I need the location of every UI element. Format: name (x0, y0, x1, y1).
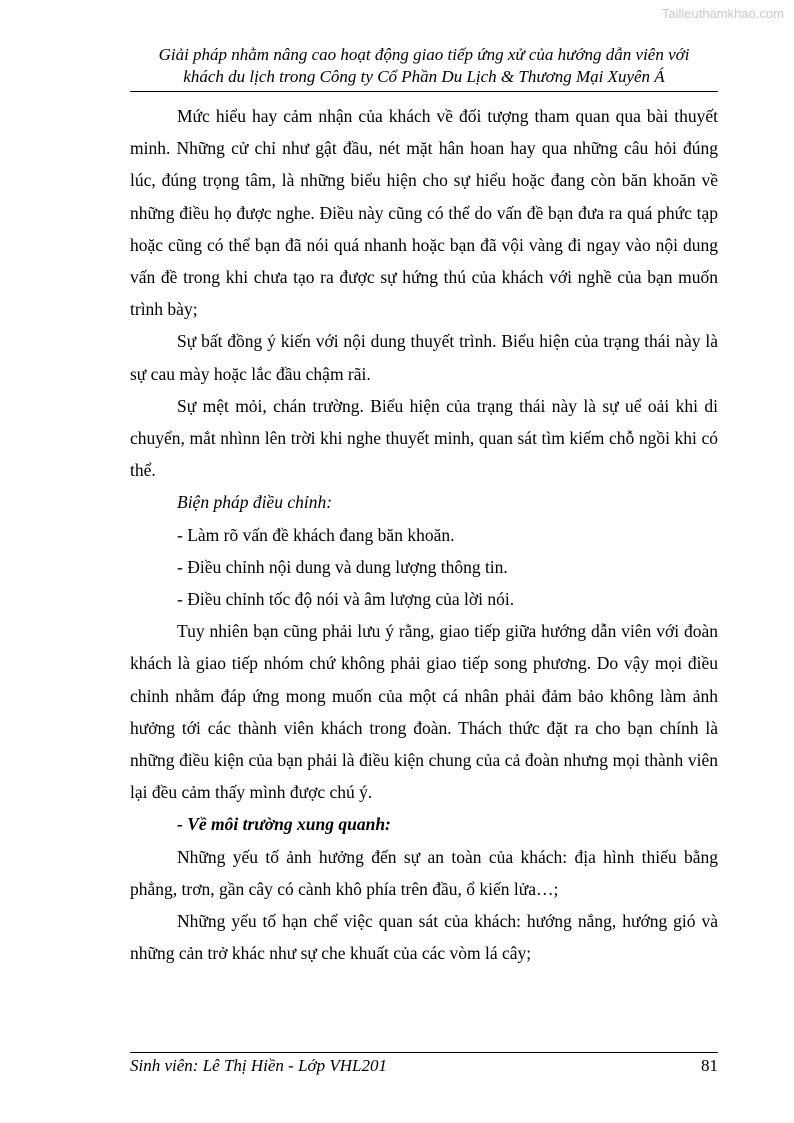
measure-item-1: - Làm rõ vấn đề khách đang băn khoăn. (177, 524, 455, 545)
section-heading-environment: - Về môi trường xung quanh: (177, 814, 391, 835)
measure-item-2: - Điều chỉnh nội dung và dung lượng thông tin. (177, 556, 508, 577)
page-number: 81 (701, 1056, 718, 1075)
paragraph-3: Sự mệt mỏi, chán trường. Biểu hiện của trạng thái này là sự uể oải khi di chuyển, mắt nhìnn lên trời khi nghe thuyết minh, quan sát tìm kiếm chỗ ngồi khi có thể. (130, 395, 718, 481)
paragraph-6: Những yếu tố hạn chế việc quan sát của khách: hướng nắng, hướng gió và những cản trở khác như sự che khuất của các vòm lá cây; (130, 911, 718, 964)
paragraph-4: Tuy nhiên bạn cũng phải lưu ý rằng, giao tiếp giữa hướng dẫn viên với đoàn khách là giao tiếp nhóm chứ không phải giao tiếp song phương. Do vậy mọi điều chỉnh nhằm đáp ứng mong muốn của một cá nhân phải đảm bảo không làm ảnh hưởng tới các thành viên khách trong đoàn. Thách thức đặt ra cho bạn chính là những điều kiện của bạn phải là điều kiện chung của cả đoàn nhưng mọi thành viên lại đều cảm thấy mình được chú ý. (130, 621, 718, 803)
running-header (130, 44, 718, 88)
page-body (130, 100, 718, 969)
footer-student-info: Sinh viên: Lê Thị Hiền - Lớp VHL201 (130, 1056, 387, 1075)
measures-heading: Biện pháp điều chỉnh: (177, 492, 333, 513)
paragraph-1: Mức hiểu hay cảm nhận của khách về đối tượng tham quan qua bài thuyết minh. Những cử chỉ như gật đầu, nét mặt hân hoan hay qua những câu hỏi đúng lúc, đúng trọng tâm, là những biểu hiện cho sự hiểu hoặc đang còn băn khoăn về những điều họ được nghe. Điều này cũng có thể do vấn đề bạn đưa ra quá phức tạp hoặc cũng có thể bạn đã nói quá nhanh hoặc bạn đã vội vàng đi ngay vào nội dung vấn đề trong khi chưa tạo ra được sự hứng thú của khách với nghề của bạn muốn trình bày; (130, 106, 718, 320)
paragraph-5: Những yếu tố ảnh hưởng đến sự an toàn của khách: địa hình thiếu bằng phẳng, trơn, gần cây có cành khô phía trên đầu, ổ kiến lửa…; (130, 846, 718, 899)
paragraph-2: Sự bất đồng ý kiến với nội dung thuyết trình. Biểu hiện của trạng thái này là sự cau mày hoặc lắc đầu chậm rãi. (130, 331, 718, 384)
header-line-2: khách du lịch trong Công ty Cổ Phần Du Lịch & Thương Mại Xuyên Á (183, 67, 665, 86)
header-line-1: Giải pháp nhằm nâng cao hoạt động giao tiếp ứng xử của hướng dẫn viên với (158, 45, 690, 64)
measure-item-3: - Điều chỉnh tốc độ nói và âm lượng của lời nói. (177, 589, 515, 610)
header-divider (130, 91, 718, 92)
footer-divider (130, 1052, 718, 1053)
watermark-text: Tailieuthamkhao.com (661, 6, 784, 21)
